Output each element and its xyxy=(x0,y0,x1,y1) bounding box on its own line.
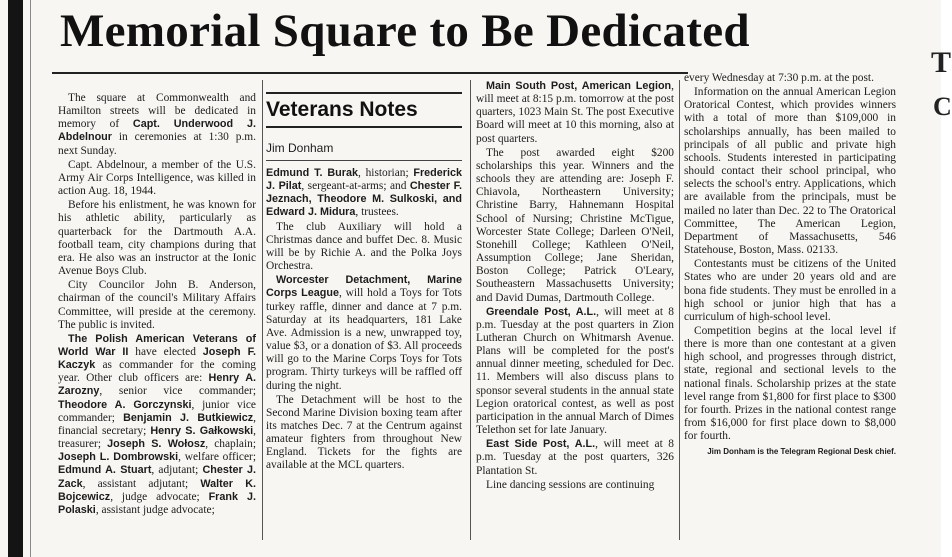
article-column-3 xyxy=(476,80,674,493)
paragraph: The Polish American Veterans of World War II have elected Joseph F. Kaczyk as commander for the coming year. Other club officers are: Henry A. Zarozny, senior vice commander; Theodore A. Gorczynski, junior vice commander; Benjamin J. Butkiewicz, financial secretary; Henry S. Gałkowski, treasurer; Joseph S. Wołosz, chaplain; Joseph L. Dombrowski, welfare officer; Edmund A. Stuart, adjutant; Chester J. Zack, assistant adjutant; Walter K. Bojcewicz, judge advocate; Frank J. Polaski, assistant judge advocate; xyxy=(58,332,257,516)
article-column-4 xyxy=(684,72,896,459)
paragraph: every Wednesday at 7:30 p.m. at the post. xyxy=(684,72,874,84)
article-column-2 xyxy=(266,92,462,474)
column-divider xyxy=(262,80,263,540)
paragraph: Edmund T. Burak, historian; Frederick J. Pilat, sergeant-at-arms; and Chester F. Jeznach, Theodore M. Sulkoski, and Edward J. Midura, trustees. xyxy=(266,167,462,219)
paragraph: The club Auxiliary will hold a Christmas dance and buffet Dec. 8. Music will be by Richie A. and the Polka Joys Orchestra. xyxy=(266,220,462,273)
paragraph: Line dancing sessions are continuing xyxy=(486,478,655,491)
page-edge-line xyxy=(30,0,31,557)
paragraph: City Councilor John B. Anderson, chairman of the council's Military Affairs Committee, will preside at the ceremony. The public is invited. xyxy=(58,279,256,331)
paragraph: Worcester Detachment, Marine Corps League, will hold a Toys for Tots turkey raffle, dinner and dance at 7 p.m. Saturday at its headquarters, 181 Lake Ave. Admission is a new, unwrapped toy, value $3, or a donation of $3. All proceeds will go to the Marine Corps Toys for Tots program. Thirty turkeys will be raffled off during the night. xyxy=(266,274,462,392)
paragraph: Information on the annual American Legion Oratorical Contest, which provides winners with a total of more than $109,000 in scholarships annually, has been mailed to principals of all public and private high schools. Students interested in participating should contact their school principal, who selects the school's entry. Applications, which are available from the principals, must be mailed no later than Dec. 22 to The Oratorical Committee, The American Legion, Department of Massachusetts, 546 Statehouse, Boston, Mass. 02133. xyxy=(684,86,896,257)
column-divider xyxy=(470,80,471,540)
paragraph: Greendale Post, A.L., will meet at 8 p.m. Tuesday at the post quarters in Zion Lutheran Church on Whitmarsh Avenue. Plans will be completed for the post's annual dinner meeting, scheduled for Dec. 11. Members will also discuss plans to sponsor several students in the annual state Legion oratorical contest, as well as post participation in the annual March of Dimes Telethon set for late January. xyxy=(476,305,674,437)
headline: Memorial Square to Be Dedicated xyxy=(60,5,750,57)
paragraph: Main South Post, American Legion, will meet at 8:15 p.m. tomorrow at the post quarters, 1023 Main St. The post Executive Board will meet at 10 this morning, also at post quarters. xyxy=(476,80,674,145)
paragraph: The Detachment will be host to the Second Marine Division boxing team after its matches Dec. 7 at the Centrum against amateur fighters from throughout New England. Tickets for the fights are available at the MCL quarters. xyxy=(266,393,462,472)
column-title: Veterans Notes xyxy=(266,98,418,121)
edge-letter-bottom: C xyxy=(933,92,952,121)
paragraph: Before his enlistment, he was known for his athletic ability, particularly as quarterback for the Dartmouth A.A. football team, city champions during that era. He also was an instructor at the Ionic Avenue Boys Club. xyxy=(58,199,256,278)
edge-letter-top: T xyxy=(931,46,952,79)
article-column-1 xyxy=(58,92,256,518)
column-title-box xyxy=(266,92,462,128)
paragraph: East Side Post, A.L., will meet at 8 p.m. Tuesday at the post quarters, 326 Plantation St. xyxy=(476,438,674,477)
paragraph: Capt. Abdelnour, a member of the U.S. Army Air Corps Intelligence, was killed in action Aug. 18, 1944. xyxy=(58,158,256,198)
paragraph: The post awarded eight $200 scholarships this year. Winners and the schools they are attending are: Joseph F. Chiavola, Northeastern University; Christine Barry, Hahnemann Hospital School of Nursing; Christine McTigue, Worcester State College; Darleen O'Neil, Stonehill College; Kathleen O'Neil, Assumption College; Jane Sheridan, Boston College; Patrick O'Leary, Southeastern Massachusetts University; and David Dumas, Dartmouth College. xyxy=(476,146,674,304)
scan-margin-bar xyxy=(8,0,23,557)
paragraph: Contestants must be citizens of the United States who are under 20 years old and are bona fide students. They must be enrolled in a high school or junior high that has a curriculum of high-school level. xyxy=(684,258,896,323)
byline: Jim Donham xyxy=(266,132,462,161)
paragraph: The square at Commonwealth and Hamilton streets will be dedicated in memory of Capt. Underwood J. Abdelnour in ceremonies at 1:30 p.m. next Sunday. xyxy=(58,92,256,157)
paragraph: Competition begins at the local level if there is more than one contestant at a given high school, and progresses through district, state, regional and sectional levels to the national finals. Scholarship prizes at the state level range from $1,800 for first place to $300 for fourth. Prizes in the national contest range from $16,000 for first place down to $8,000 for fourth. xyxy=(684,324,896,443)
column-divider xyxy=(679,80,680,540)
author-footnote: Jim Donham is the Telegram Regional Desk chief. xyxy=(707,447,896,457)
headline-rule xyxy=(52,72,688,74)
